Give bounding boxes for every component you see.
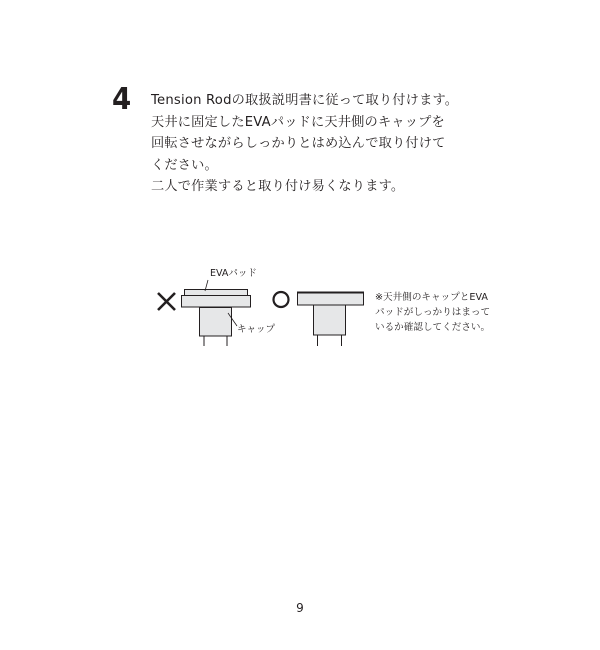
note-line: いるか確認してください。: [375, 322, 491, 333]
figure-note: [375, 290, 505, 335]
note-line: ※天井側のキャップとEVA: [375, 292, 488, 303]
eva-pad-label: EVAパッド: [210, 268, 257, 279]
note-line: パッドがしっかりはまって: [375, 307, 491, 318]
page-number: 9: [296, 601, 304, 615]
wrong-x-icon: [158, 293, 175, 310]
step-number: 4: [112, 82, 132, 117]
correct-assembly-illustration: [298, 292, 364, 346]
instruction-line: 天井に固定したEVAパッドに天井側のキャップを: [151, 114, 445, 130]
instruction-line: ください。: [151, 157, 218, 173]
instruction-line: Tension Rodの取扱説明書に従って取り付けます。: [151, 93, 459, 108]
instruction-line: 二人で作業すると取り付け易くなります。: [151, 179, 405, 194]
cap-label: キャップ: [237, 324, 276, 335]
incorrect-assembly-illustration: [182, 290, 251, 347]
instruction-line: 回転させながらしっかりとはめ込んで取り付けて: [151, 136, 446, 151]
correct-circle-icon: [274, 292, 289, 307]
